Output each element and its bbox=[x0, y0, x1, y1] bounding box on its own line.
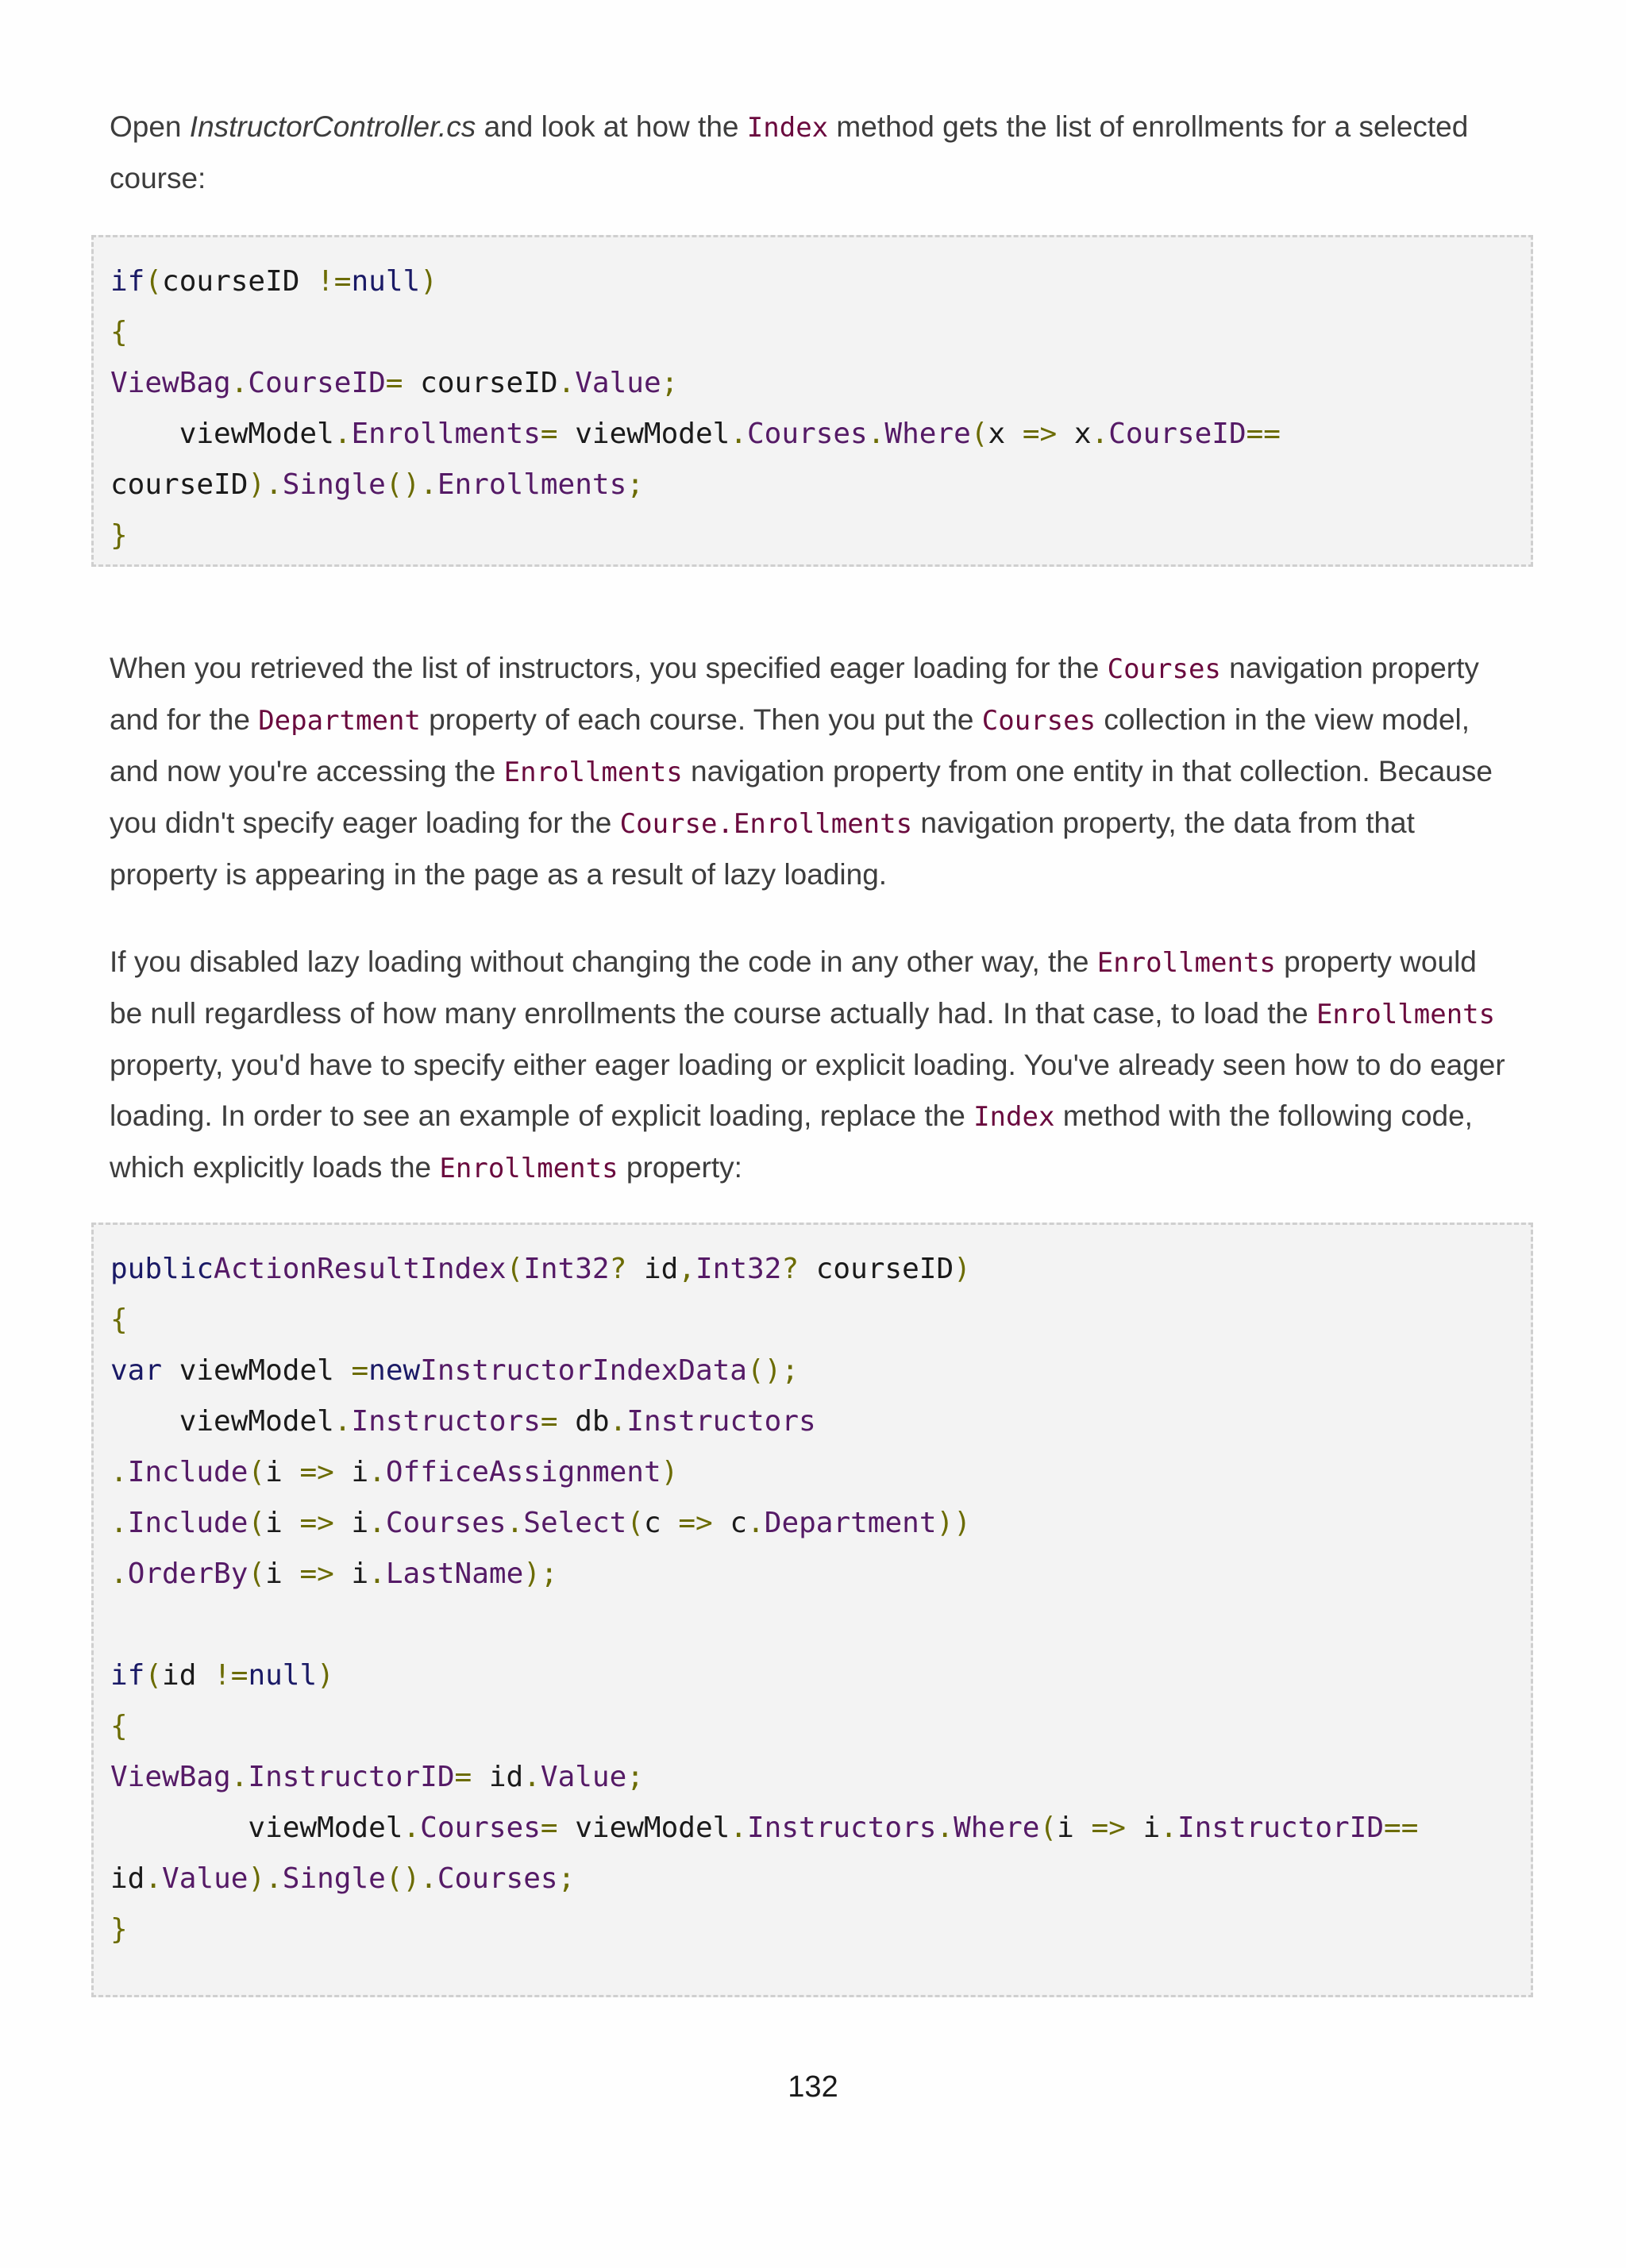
code-token: . bbox=[730, 1812, 747, 1844]
inline-code: Courses bbox=[981, 705, 1096, 737]
code-token: Department bbox=[764, 1507, 937, 1539]
code-line bbox=[110, 1904, 128, 1955]
code-token: x bbox=[988, 418, 1023, 450]
code-token: . bbox=[730, 418, 747, 450]
code-token: Include bbox=[127, 1507, 249, 1539]
inline-code: Enrollments bbox=[503, 757, 683, 788]
code-token: Single bbox=[282, 468, 386, 501]
code-token: ( bbox=[626, 1507, 644, 1539]
code-token: . bbox=[867, 418, 885, 450]
code-token: )) bbox=[936, 1507, 971, 1539]
code-token: x bbox=[1057, 418, 1092, 450]
code-token: Select bbox=[523, 1507, 627, 1539]
code-token: id bbox=[472, 1761, 524, 1793]
code-line bbox=[110, 1803, 1418, 1854]
code-token: => bbox=[299, 1507, 334, 1539]
code-token: public bbox=[110, 1253, 214, 1285]
code-token: . bbox=[1091, 418, 1109, 450]
code-token: ). bbox=[248, 468, 283, 501]
code-token: Instructors bbox=[351, 1405, 541, 1438]
code-token: . bbox=[609, 1405, 627, 1438]
inline-code: Enrollments bbox=[1316, 999, 1496, 1030]
code-token: = bbox=[385, 367, 403, 399]
code-token: viewModel bbox=[110, 1812, 403, 1844]
inline-code: Enrollments bbox=[439, 1153, 618, 1184]
code-token: InstructorID bbox=[1177, 1812, 1385, 1844]
code-token: = bbox=[454, 1761, 472, 1793]
code-token: id bbox=[110, 1862, 145, 1895]
code-token: null bbox=[248, 1659, 318, 1692]
paragraph-lazy-loading: When you retrieved the list of instructors, you specified eager loading for the Courses navigation property and for the Department property of each course. Then you put the Courses collection in the view model, and now you're accessing the Enrollments navigation property from one entity in that collection. Because you didn't specify eager loading for the Course.Enrollments navigation property, the data from that property is appearing in the page as a result of lazy loading. bbox=[110, 652, 1493, 891]
code-token: OrderBy bbox=[127, 1558, 249, 1590]
code-token: Value bbox=[575, 367, 661, 399]
code-token: . bbox=[110, 1456, 128, 1488]
code-line bbox=[110, 1752, 644, 1803]
code-block-1 bbox=[91, 235, 1533, 567]
code-line bbox=[110, 1295, 128, 1346]
inline-code: Department bbox=[258, 705, 421, 737]
code-token: . bbox=[230, 367, 249, 399]
code-line bbox=[110, 256, 437, 307]
page-number: 132 bbox=[788, 2070, 838, 2104]
code-token: ? bbox=[609, 1253, 627, 1285]
inline-code: Course.Enrollments bbox=[619, 808, 913, 840]
code-token: Courses bbox=[420, 1812, 541, 1844]
code-token: courseID bbox=[799, 1253, 954, 1285]
code-token: ). bbox=[248, 1862, 283, 1895]
code-token: ; bbox=[626, 468, 644, 501]
code-token: id bbox=[162, 1659, 214, 1692]
code-token: if bbox=[110, 1659, 145, 1692]
code-token: LastName bbox=[385, 1558, 524, 1590]
code-token: . bbox=[747, 1507, 765, 1539]
code-token: c bbox=[712, 1507, 748, 1539]
code-token: Where bbox=[954, 1812, 1040, 1844]
code-token: . bbox=[333, 418, 352, 450]
code-token: ; bbox=[661, 367, 679, 399]
code-token: if bbox=[110, 265, 145, 298]
code-token: . bbox=[333, 1405, 352, 1438]
code-line bbox=[110, 409, 1281, 460]
code-token: != bbox=[317, 265, 352, 298]
code-token: == bbox=[1246, 418, 1281, 450]
code-token: } bbox=[110, 519, 128, 552]
code-token: i bbox=[1125, 1812, 1161, 1844]
code-token: ); bbox=[523, 1558, 558, 1590]
code-token: . bbox=[110, 1507, 128, 1539]
code-token: => bbox=[299, 1456, 334, 1488]
code-token: ViewBag bbox=[110, 367, 231, 399]
code-token: null bbox=[351, 265, 421, 298]
code-token: ViewBag bbox=[110, 1761, 231, 1793]
inline-code: Index bbox=[973, 1101, 1055, 1133]
inline-code: Index bbox=[746, 112, 829, 144]
code-line bbox=[110, 358, 678, 409]
code-token: (). bbox=[385, 1862, 437, 1895]
code-token: . bbox=[936, 1812, 954, 1844]
inline-code: Enrollments bbox=[1096, 947, 1276, 979]
code-token: . bbox=[230, 1761, 249, 1793]
code-token: i bbox=[265, 1507, 300, 1539]
code-token: viewModel bbox=[110, 418, 334, 450]
code-token: { bbox=[110, 1710, 128, 1742]
code-token: OfficeAssignment bbox=[385, 1456, 661, 1488]
code-token: . bbox=[506, 1507, 524, 1539]
code-token: == bbox=[1384, 1812, 1419, 1844]
code-token: Instructors bbox=[747, 1812, 937, 1844]
code-token: { bbox=[110, 1303, 128, 1336]
code-token: id bbox=[626, 1253, 679, 1285]
code-token: ) bbox=[317, 1659, 334, 1692]
code-token: ? bbox=[781, 1253, 800, 1285]
code-line bbox=[110, 307, 128, 358]
code-token: i bbox=[333, 1456, 369, 1488]
code-token: (); bbox=[746, 1354, 800, 1387]
code-token: i bbox=[265, 1456, 300, 1488]
code-token: ) bbox=[954, 1253, 971, 1285]
code-token: viewModel bbox=[110, 1405, 334, 1438]
code-line bbox=[110, 1396, 816, 1447]
code-token: . bbox=[523, 1761, 541, 1793]
code-token: ; bbox=[626, 1761, 644, 1793]
code-token: , bbox=[678, 1253, 695, 1285]
code-token: Include bbox=[127, 1456, 249, 1488]
code-token: viewModel bbox=[557, 1812, 730, 1844]
code-token: . bbox=[557, 367, 576, 399]
code-token: = bbox=[540, 1405, 558, 1438]
code-token: Where bbox=[884, 418, 971, 450]
code-token: != bbox=[214, 1659, 249, 1692]
code-line bbox=[110, 1650, 334, 1701]
code-token: Enrollments bbox=[351, 418, 541, 450]
code-token: . bbox=[144, 1862, 163, 1895]
code-token: InstructorID bbox=[248, 1761, 455, 1793]
code-token: ( bbox=[506, 1253, 524, 1285]
code-token: Enrollments bbox=[437, 468, 627, 501]
code-line bbox=[110, 1701, 128, 1752]
code-token: . bbox=[368, 1507, 386, 1539]
code-token: ( bbox=[248, 1456, 266, 1488]
code-token: ( bbox=[970, 418, 988, 450]
code-token: (). bbox=[385, 468, 437, 501]
code-token: Instructors bbox=[626, 1405, 816, 1438]
code-token: Index bbox=[420, 1253, 507, 1285]
code-block-2 bbox=[91, 1223, 1533, 1997]
code-token: => bbox=[1022, 418, 1058, 450]
code-line bbox=[110, 1346, 799, 1396]
code-token: . bbox=[368, 1558, 386, 1590]
inline-code: Courses bbox=[1107, 653, 1221, 685]
code-token: Courses bbox=[437, 1862, 558, 1895]
code-line bbox=[110, 460, 644, 510]
code-token: Courses bbox=[747, 418, 868, 450]
code-line bbox=[110, 1549, 558, 1600]
code-token: ActionResult bbox=[214, 1253, 421, 1285]
code-token: } bbox=[110, 1913, 128, 1946]
code-token: ) bbox=[661, 1456, 679, 1488]
code-token: ; bbox=[557, 1862, 576, 1895]
code-line bbox=[110, 1498, 971, 1549]
code-token: courseID bbox=[162, 265, 318, 298]
code-token: var bbox=[110, 1354, 163, 1387]
code-token: = bbox=[540, 1812, 558, 1844]
code-token: c bbox=[644, 1507, 679, 1539]
code-token: Single bbox=[282, 1862, 386, 1895]
code-token: new bbox=[368, 1354, 421, 1387]
paragraph-explicit-loading: If you disabled lazy loading without changing the code in any other way, the Enrollments property would be null regardless of how many enrollments the course actually had. In that case, to load the Enrollments property, you'd have to specify either eager loading or explicit loading. You've already seen how to do eager loading. In order to see an example of explicit loading, replace the Index method with the following code, which explicitly loads the Enrollments property: bbox=[110, 945, 1505, 1184]
code-token: InstructorIndexData bbox=[420, 1354, 747, 1387]
code-token: => bbox=[1091, 1812, 1126, 1844]
code-token: Int32 bbox=[523, 1253, 610, 1285]
code-line bbox=[110, 1244, 971, 1295]
code-token: i bbox=[333, 1558, 369, 1590]
code-token: ( bbox=[144, 265, 163, 298]
code-token: db bbox=[557, 1405, 610, 1438]
code-token: . bbox=[110, 1558, 128, 1590]
code-token: Value bbox=[540, 1761, 627, 1793]
code-token: viewModel bbox=[162, 1354, 352, 1387]
intro-paragraph: Open InstructorController.cs and look at how the Index method gets the list of enrollments for a selected course: bbox=[110, 110, 1469, 194]
code-token: Courses bbox=[385, 1507, 507, 1539]
code-token: = bbox=[351, 1354, 369, 1387]
code-token: Int32 bbox=[695, 1253, 782, 1285]
code-token: . bbox=[403, 1812, 421, 1844]
file-name: InstructorController.cs bbox=[189, 110, 476, 143]
code-token: i bbox=[333, 1507, 369, 1539]
code-token: = bbox=[540, 418, 558, 450]
code-line bbox=[110, 1854, 575, 1904]
code-token: ( bbox=[144, 1659, 163, 1692]
code-token: ( bbox=[1039, 1812, 1058, 1844]
code-token: CourseID bbox=[248, 367, 386, 399]
code-token: { bbox=[110, 316, 128, 348]
code-line bbox=[110, 1447, 678, 1498]
code-token: . bbox=[1160, 1812, 1177, 1844]
code-token: ( bbox=[248, 1507, 266, 1539]
code-token: courseID bbox=[403, 367, 558, 399]
code-token: ) bbox=[420, 265, 437, 298]
code-token: Value bbox=[162, 1862, 249, 1895]
code-token: viewModel bbox=[557, 418, 730, 450]
code-token: => bbox=[678, 1507, 713, 1539]
code-token: . bbox=[368, 1456, 386, 1488]
code-line bbox=[110, 510, 128, 561]
code-token: i bbox=[265, 1558, 300, 1590]
code-token: ( bbox=[248, 1558, 266, 1590]
code-token: i bbox=[1057, 1812, 1092, 1844]
code-token: CourseID bbox=[1108, 418, 1246, 450]
code-token: => bbox=[299, 1558, 334, 1590]
code-token: courseID bbox=[110, 468, 249, 501]
